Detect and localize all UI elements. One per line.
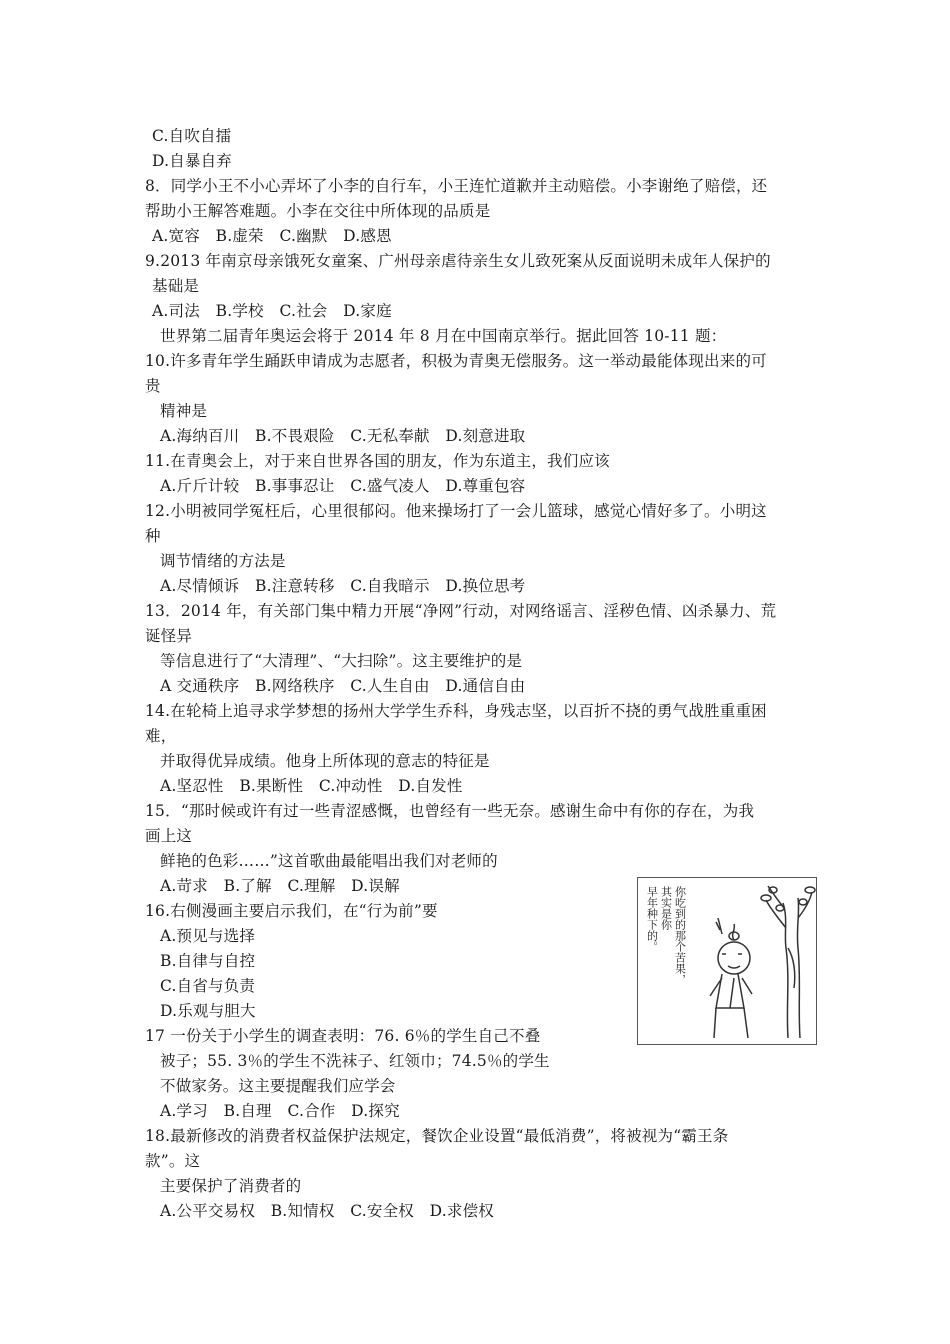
question-line: 不做家务。这主要提醒我们应学会 <box>160 1077 396 1095</box>
caption-column: 其实是你 <box>659 886 673 930</box>
options-15: A.苛求 B.了解 C.理解 D.误解 <box>160 877 400 895</box>
options-8: A.宽容 B.虚荣 C.幽默 D.感恩 <box>152 227 392 245</box>
options-17: A.学习 B.自理 C.合作 D.探究 <box>160 1102 400 1120</box>
options-10: A.海纳百川 B.不畏艰险 C.无私奉献 D.刻意进取 <box>160 427 526 445</box>
question-line: 难， <box>145 727 177 745</box>
options-9: A.司法 B.学校 C.社会 D.家庭 <box>152 302 392 320</box>
question-line: 种 <box>145 527 161 545</box>
question-line: 等信息进行了“大清理”、“大扫除”。这主要维护的是 <box>160 652 523 670</box>
option-line: D.自暴自弃 <box>152 152 233 170</box>
options-14: A.坚忍性 B.果断性 C.冲动性 D.自发性 <box>160 777 463 795</box>
question-line: 被子；55. 3％的学生不洗袜子、红领巾；74.5％的学生 <box>160 1052 550 1070</box>
question-16: 16.右侧漫画主要启示我们，在“行为前”要 <box>145 902 438 920</box>
question-line: 贵 <box>145 377 161 395</box>
cartoon-caption <box>646 885 687 985</box>
cartoon-drawing <box>638 878 816 1044</box>
question-line: 并取得优异成绩。他身上所体现的意志的特征是 <box>160 752 490 770</box>
question-line: 帮助小王解答难题。小李在交往中所体现的品质是 <box>145 202 491 220</box>
question-line: 画上这 <box>145 827 193 845</box>
section-intro: 世界第二届青年奥运会将于 2014 年 8 月在中国南京举行。据此回答 10-11 题： <box>160 327 727 345</box>
question-15: 15．“那时候或许有过一些青涩感慨，也曾经有一些无奈。感谢生命中有你的存在，为我 <box>145 802 755 820</box>
question-line: 款”。这 <box>145 1152 201 1170</box>
question-17: 17 一份关于小学生的调查表明：76. 6％的学生自己不叠 <box>145 1027 541 1045</box>
question-line: 主要保护了消费者的 <box>160 1177 302 1195</box>
question-line: 精神是 <box>160 402 208 420</box>
options-11: A.斤斤计较 B.事事忍让 C.盛气凌人 D.尊重包容 <box>160 477 526 495</box>
question-10: 10.许多青年学生踊跃申请成为志愿者，积极为青奥无偿服务。这一举动最能体现出来的可 <box>145 352 767 370</box>
cartoon-illustration <box>637 877 817 1045</box>
question-13: 13．2014 年，有关部门集中精力开展“净网”行动，对网络谣言、淫秽色情、凶杀暴力、荒 <box>145 602 777 620</box>
question-line: 基础是 <box>152 277 200 295</box>
option-line: A.预见与选择 <box>160 927 256 945</box>
question-line: 诞怪异 <box>145 627 193 645</box>
question-12: 12.小明被同学冤枉后，心里很郁闷。他来操场打了一会儿篮球，感觉心情好多了。小明这 <box>145 502 767 520</box>
option-line: C.自省与负责 <box>160 977 256 995</box>
question-line: 调节情绪的方法是 <box>160 552 286 570</box>
question-line: 鲜艳的色彩……”这首歌曲最能唱出我们对老师的 <box>160 852 498 870</box>
question-11: 11.在青奥会上，对于来自世界各国的朋友，作为东道主，我们应该 <box>145 452 610 470</box>
question-8: 8．同学小王不小心弄坏了小李的自行车，小王连忙道歉并主动赔偿。小李谢绝了赔偿，还 <box>145 177 768 195</box>
options-12: A.尽情倾诉 B.注意转移 C.自我暗示 D.换位思考 <box>160 577 526 595</box>
person-drawing <box>710 918 752 1038</box>
option-line: D.乐观与胆大 <box>160 1002 256 1020</box>
options-18: A.公平交易权 B.知情权 C.安全权 D.求偿权 <box>160 1202 494 1220</box>
caption-column: 你吃到的那个苦果， <box>673 886 687 985</box>
question-9: 9.2013 年南京母亲饿死女童案、广州母亲虐待亲生女儿致死案从反面说明未成年人保护的 <box>145 252 771 270</box>
option-line: B.自律与自控 <box>160 952 256 970</box>
caption-column: 早年种下的。 <box>645 886 659 952</box>
options-13: A 交通秩序 B.网络秩序 C.人生自由 D.通信自由 <box>160 677 526 695</box>
option-line: C.自吹自擂 <box>152 127 232 145</box>
question-14: 14.在轮椅上追寻求学梦想的扬州大学学生乔科，身残志坚，以百折不挠的勇气战胜重重困 <box>145 702 767 720</box>
tree-drawing <box>761 886 815 1038</box>
question-18: 18.最新修改的消费者权益保护法规定，餐饮企业设置“最低消费”，将被视为“霸王条 <box>145 1127 729 1145</box>
